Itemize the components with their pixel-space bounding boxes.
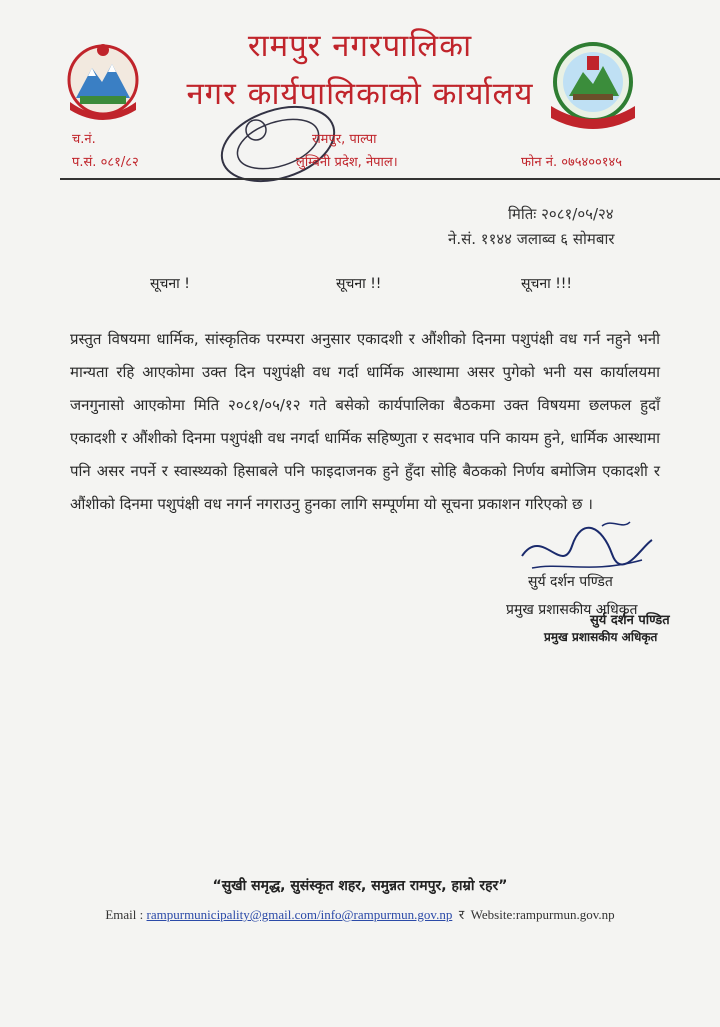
and-text: र: [458, 907, 465, 922]
signatory-designation: प्रमुख प्रशासकीय अधिकृत: [506, 602, 638, 618]
pa-sa-number: प.सं. ०८१/८२: [72, 155, 139, 170]
date-nepal-sambat: ने.सं. ११४४ जलाब्व ६ सोमबार: [448, 230, 615, 248]
footer-contact: [0, 905, 720, 923]
letterhead-title-line2: नगर कार्यपालिकाको कार्यालय: [186, 76, 534, 112]
notice-heading-1: सूचना !: [150, 276, 190, 292]
email-link[interactable]: rampurmunicipality@gmail.com/info@rampurmun.gov.np: [146, 907, 453, 922]
date-miti: मितिः २०८१/०५/२४: [508, 205, 614, 223]
address-line2: लुम्बिनी प्रदेश, नेपाल।: [296, 155, 398, 170]
footer-motto: “सुखी समृद्ध, सुसंस्कृत शहर, समुन्नत रामपुर, हाम्रो रहर”: [212, 878, 508, 894]
letterhead-title-line1: रामपुर नगरपालिका: [247, 28, 473, 64]
stamp-name: सुर्य दर्शन पण्डित: [590, 613, 670, 628]
stamp-designation: प्रमुख प्रशासकीय अधिकृत: [544, 630, 658, 644]
email-label: Email :: [105, 907, 144, 922]
header-divider: [60, 178, 720, 180]
notice-heading-3: सूचना !!!: [521, 276, 573, 292]
notice-heading-2: सूचना !!: [336, 276, 382, 292]
address-line1: रामपुर, पाल्पा: [312, 132, 377, 147]
phone-number: फोन नं. ०७५४००१४५: [521, 155, 623, 170]
website-link[interactable]: Website:rampurmun.gov.np: [470, 907, 615, 922]
notice-body: प्रस्तुत विषयमा धार्मिक, सांस्कृतिक परम्परा अनुसार एकादशी र औंशीको दिनमा पशुपंक्षी वध गर्न नहुने भनी मान्यता रहि आएकोमा उक्त दिन पशुपंक्षी वध गर्दा धार्मिक आस्थामा असर पुगेको भनी यस कार्यालयमा जनगुनासो आएकोमा मिति २०८१/०५/१२ गते बसेको कार्यपालिका बैठकमा उक्त विषयमा छलफल हुदाँ एकादशी र औंशीको दिनमा पशुपंक्षी वध नगर्दा धार्मिक सहिष्णुता र सदभाव पनि कायम हुने, धार्मिक आस्थामा पनि असर नपर्ने र स्वास्थ्यको हिसाबले पनि फाइदाजनक हुने हुँदा सोहि बैठकको निर्णय बमोजिम एकादशी र औंशीको दिनमा पशुपंक्षी वध नगर्न नगराउनु हुनका लागि सम्पूर्णमा यो सूचना प्रकाशन गरिएको छ ।: [70, 330, 660, 513]
cha-no-label: च.नं.: [72, 132, 96, 147]
signatory-name: सुर्य दर्शन पण्डित: [528, 574, 613, 590]
